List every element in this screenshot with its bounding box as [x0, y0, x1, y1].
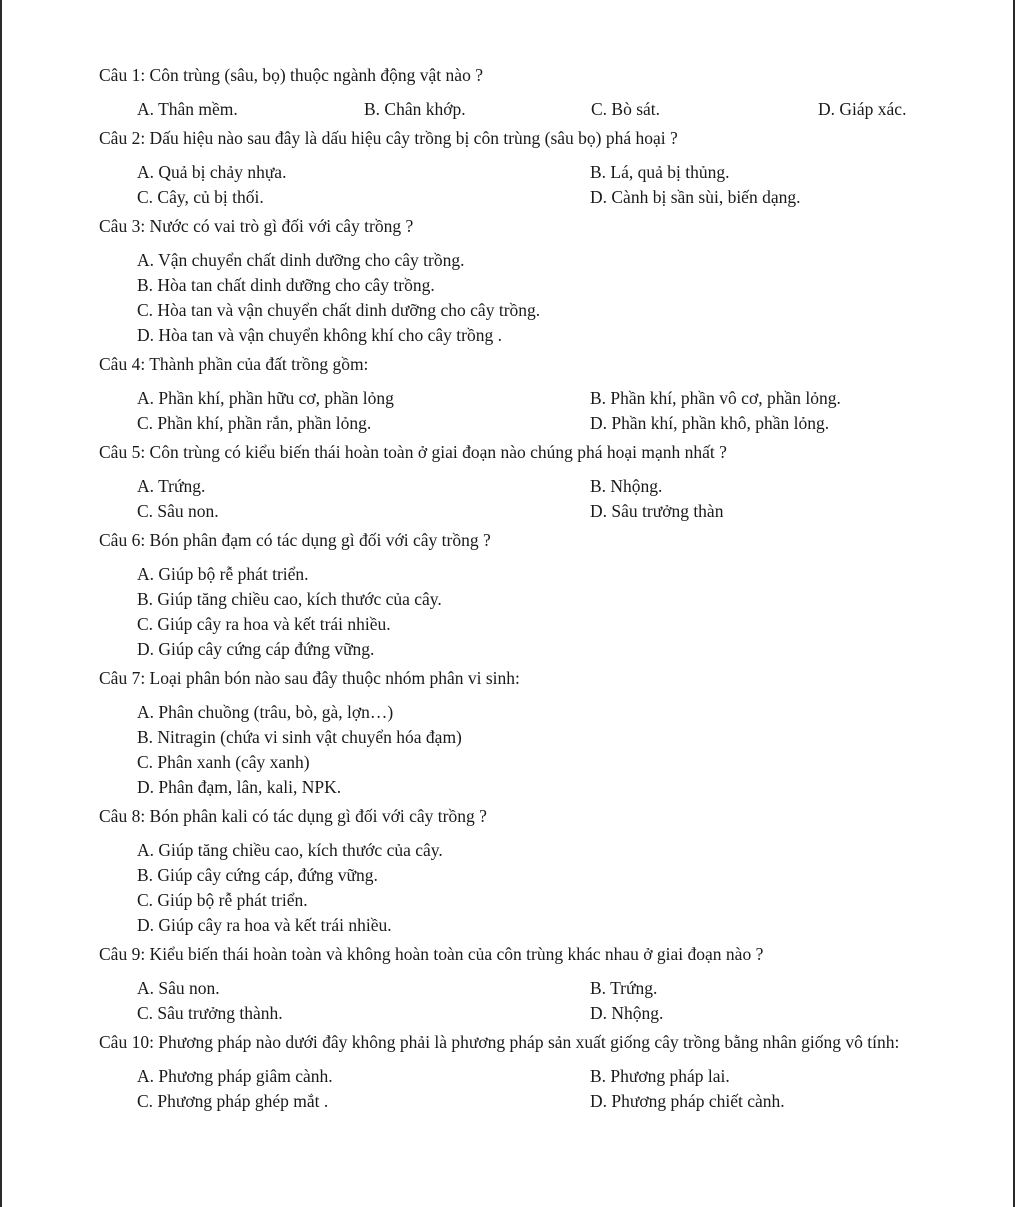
answer-options: [137, 97, 934, 122]
question-7: [99, 666, 934, 800]
question-stem: Câu 3: Nước có vai trò gì đối với cây trồng ?: [99, 216, 414, 236]
question-8: [99, 804, 934, 938]
spacer: [99, 1055, 934, 1064]
option-d: D. Giúp cây cứng cáp đứng vững.: [137, 639, 375, 659]
spacer: [99, 553, 934, 562]
answer-options: [137, 474, 934, 524]
option-a: A. Giúp tăng chiều cao, kích thước của cây.: [137, 840, 443, 860]
option-c: C. Phần khí, phần rắn, phần lỏng.: [137, 413, 372, 433]
option-a: A. Trứng.: [137, 476, 206, 496]
option-d: D. Cành bị sần sùi, biến dạng.: [590, 187, 801, 207]
option-b: B. Trứng.: [590, 978, 658, 998]
option-a: A. Phần khí, phần hữu cơ, phần lỏng: [137, 388, 394, 408]
option-a: A. Thân mềm.: [137, 99, 238, 119]
answer-options: [99, 562, 934, 662]
answer-options: [99, 838, 934, 938]
spacer: [99, 465, 934, 474]
question-stem: Câu 7: Loại phân bón nào sau đây thuộc nhóm phân vi sinh:: [99, 668, 520, 688]
option-b: B. Giúp cây cứng cáp, đứng vững.: [137, 865, 378, 885]
option-c: C. Sâu non.: [137, 501, 219, 521]
question-3: [99, 214, 934, 348]
option-b: B. Hòa tan chất dinh dưỡng cho cây trồng.: [137, 275, 435, 295]
option-d: D. Phương pháp chiết cành.: [590, 1091, 785, 1111]
option-c: C. Phân xanh (cây xanh): [137, 752, 310, 772]
option-b: B. Nhộng.: [590, 476, 663, 496]
right-border-line: [1013, 0, 1015, 1207]
spacer: [99, 377, 934, 386]
option-c: C. Sâu trưởng thành.: [137, 1003, 283, 1023]
answer-options: [99, 700, 934, 800]
left-border-line: [0, 0, 2, 1207]
option-d: D. Phần khí, phần khô, phần lỏng.: [590, 413, 830, 433]
question-2: [99, 126, 934, 210]
question-stem: Câu 10: Phương pháp nào dưới đây không phải là phương pháp sản xuất giống cây trồng bằng nhân giống vô tính:: [99, 1032, 900, 1052]
option-c: C. Giúp cây ra hoa và kết trái nhiều.: [137, 614, 391, 634]
question-6: [99, 528, 934, 662]
option-b: B. Giúp tăng chiều cao, kích thước của cây.: [137, 589, 442, 609]
option-a: A. Phân chuồng (trâu, bò, gà, lợn…): [137, 702, 394, 722]
answer-options: [99, 248, 934, 348]
option-d: D. Giáp xác.: [818, 99, 907, 119]
spacer: [99, 239, 934, 248]
option-b: B. Lá, quả bị thủng.: [590, 162, 730, 182]
option-c: C. Bò sát.: [591, 99, 661, 119]
option-d: D. Nhộng.: [590, 1003, 664, 1023]
quiz-document: [99, 63, 934, 1118]
question-stem: Câu 1: Côn trùng (sâu, bọ) thuộc ngành động vật nào ?: [99, 65, 483, 85]
question-4: [99, 352, 934, 436]
option-c: C. Hòa tan và vận chuyển chất dinh dưỡng cho cây trồng.: [137, 300, 541, 320]
option-b: B. Chân khớp.: [364, 99, 466, 119]
spacer: [99, 967, 934, 976]
option-b: B. Nitragin (chứa vi sinh vật chuyển hóa đạm): [137, 727, 462, 747]
option-a: A. Sâu non.: [137, 978, 220, 998]
answer-options: [137, 976, 934, 1026]
option-c: C. Phương pháp ghép mắt .: [137, 1091, 329, 1111]
option-a: A. Giúp bộ rễ phát triển.: [137, 564, 309, 584]
spacer: [99, 829, 934, 838]
question-5: [99, 440, 934, 524]
option-b: B. Phương pháp lai.: [590, 1066, 730, 1086]
option-a: A. Vận chuyển chất dinh dưỡng cho cây trồng.: [137, 250, 465, 270]
question-stem: Câu 9: Kiểu biến thái hoàn toàn và không hoàn toàn của côn trùng khác nhau ở giai đoạn nào ?: [99, 944, 764, 964]
question-stem: Câu 8: Bón phân kali có tác dụng gì đối với cây trồng ?: [99, 806, 487, 826]
option-d: D. Hòa tan và vận chuyển không khí cho cây trồng .: [137, 325, 502, 345]
spacer: [99, 88, 934, 97]
option-d: D. Giúp cây ra hoa và kết trái nhiều.: [137, 915, 392, 935]
question-1: [99, 63, 934, 122]
question-9: [99, 942, 934, 1026]
answer-options: [137, 386, 934, 436]
option-a: A. Phương pháp giâm cành.: [137, 1066, 333, 1086]
question-stem: Câu 2: Dấu hiệu nào sau đây là dấu hiệu cây trồng bị côn trùng (sâu bọ) phá hoại ?: [99, 128, 678, 148]
question-10: [99, 1030, 934, 1114]
option-d: D. Sâu trưởng thàn: [590, 501, 724, 521]
option-b: B. Phần khí, phần vô cơ, phần lỏng.: [590, 388, 841, 408]
question-stem: Câu 6: Bón phân đạm có tác dụng gì đối với cây trồng ?: [99, 530, 491, 550]
question-stem: Câu 5: Côn trùng có kiểu biến thái hoàn toàn ở giai đoạn nào chúng phá hoại mạnh nhất ?: [99, 442, 727, 462]
option-c: C. Giúp bộ rễ phát triển.: [137, 890, 308, 910]
question-stem: Câu 4: Thành phần của đất trồng gồm:: [99, 354, 369, 374]
option-d: D. Phân đạm, lân, kali, NPK.: [137, 777, 342, 797]
option-c: C. Cây, củ bị thối.: [137, 187, 264, 207]
option-a: A. Quả bị chảy nhựa.: [137, 162, 287, 182]
spacer: [99, 691, 934, 700]
answer-options: [137, 160, 934, 210]
spacer: [99, 151, 934, 160]
answer-options: [137, 1064, 934, 1114]
